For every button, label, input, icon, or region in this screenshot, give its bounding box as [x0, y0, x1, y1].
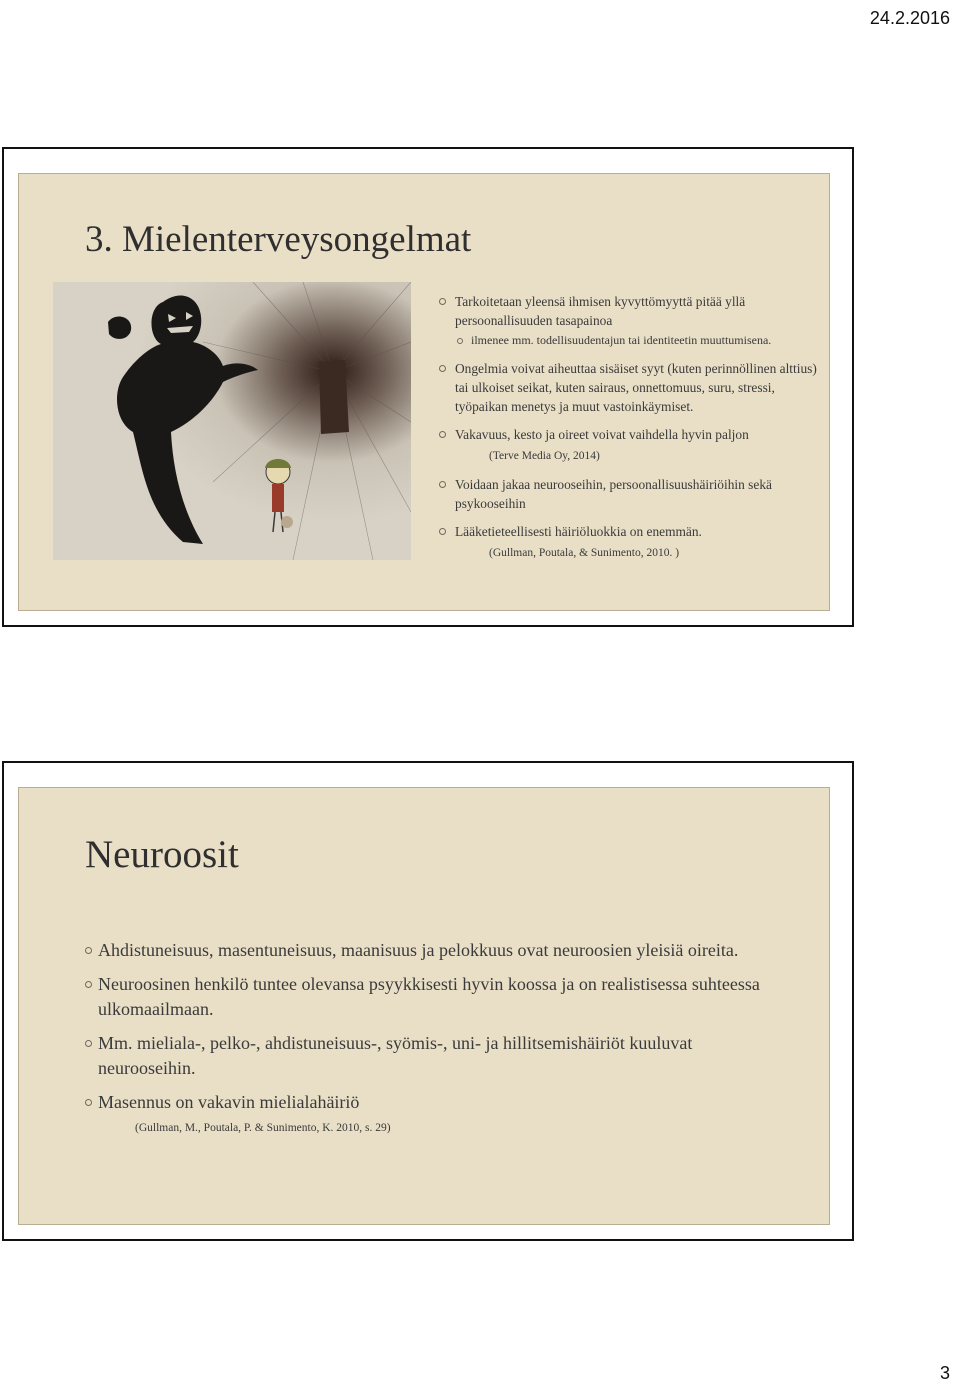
- list-item: [439, 331, 829, 350]
- list-item: [439, 292, 829, 330]
- citation: [439, 447, 829, 466]
- bullet-icon: [439, 431, 446, 438]
- list-item: [85, 938, 785, 963]
- list-item: [85, 1031, 785, 1081]
- citation: [439, 544, 829, 563]
- list-item: [85, 1090, 785, 1115]
- list-item: [439, 475, 829, 513]
- citation-text: (Gullman, M., Poutala, P. & Sunimento, K. 2010, s. 29): [135, 1122, 391, 1134]
- slide-title: Neuroosit: [85, 833, 239, 876]
- list-item: [439, 425, 829, 444]
- shadow-illustration: [53, 282, 411, 560]
- slide-neuroosit: [2, 761, 854, 1241]
- bullet-text: ilmenee mm. todellisuudentajun tai identiteetin muuttumisena.: [471, 333, 772, 347]
- slide-background: [18, 173, 830, 611]
- list-item: [439, 522, 829, 541]
- bullet-text: Ongelmia voivat aiheuttaa sisäiset syyt (kuten perinnöllinen alttius) tai ulkoiset seikat, kuten sairaus, onnettomuus, suru, stressi, työpaikan menetys ja muut vastoinkäymiset.: [455, 361, 817, 414]
- dark-doorway: [319, 360, 349, 434]
- citation-text: (Terve Media Oy, 2014): [489, 450, 600, 462]
- bullet-icon: [439, 528, 446, 535]
- bullet-list: [85, 938, 785, 1150]
- bullet-text: Masennus on vakavin mielialahäiriö: [98, 1092, 360, 1112]
- page-number: 3: [939, 1363, 950, 1383]
- bullet-text: Mm. mieliala-, pelko-, ahdistuneisuus-, syömis-, uni- ja hillitsemishäiriöt kuuluvat neurooseihin.: [98, 1033, 693, 1078]
- slide-title: 3. Mielenterveysongelmat: [85, 219, 472, 260]
- shadow-drawing-svg: [53, 282, 411, 560]
- bullet-icon: [85, 947, 92, 954]
- bullet-icon: [85, 981, 92, 988]
- bullet-icon: [457, 338, 463, 344]
- wall-background: [53, 282, 411, 560]
- list-item: [439, 359, 829, 416]
- bullet-text: Voidaan jakaa neurooseihin, persoonallisuushäiriöihin sekä psykooseihin: [455, 477, 772, 511]
- page-date: 24.2.2016: [869, 8, 950, 28]
- bullet-icon: [85, 1040, 92, 1047]
- citation-text: (Gullman, Poutala, & Sunimento, 2010. ): [489, 547, 680, 559]
- bullet-list: [439, 292, 829, 572]
- bullet-icon: [439, 365, 446, 372]
- bullet-text: Lääketieteellisesti häiriöluokkia on enemmän.: [455, 524, 702, 539]
- bullet-text: Neuroosinen henkilö tuntee olevansa psyykkisesti hyvin koossa ja on realistisessa suhteessa ulkomaailmaan.: [98, 974, 760, 1019]
- bullet-icon: [85, 1099, 92, 1106]
- bullet-text: Ahdistuneisuus, masentuneisuus, maanisuus ja pelokkuus ovat neuroosien yleisiä oireita.: [98, 940, 739, 960]
- slide-background: [18, 787, 830, 1225]
- bullet-text: Tarkoitetaan yleensä ihmisen kyvyttömyyttä pitää yllä persoonallisuuden tasapainoa: [455, 294, 746, 328]
- list-item: [85, 972, 785, 1022]
- slide-mielenterveysongelmat: [2, 147, 854, 627]
- shadow-hand: [108, 316, 131, 338]
- bullet-icon: [439, 298, 446, 305]
- citation: [85, 1116, 785, 1141]
- bullet-icon: [439, 481, 446, 488]
- bullet-text: Vakavuus, kesto ja oireet voivat vaihdella hyvin paljon: [455, 427, 749, 442]
